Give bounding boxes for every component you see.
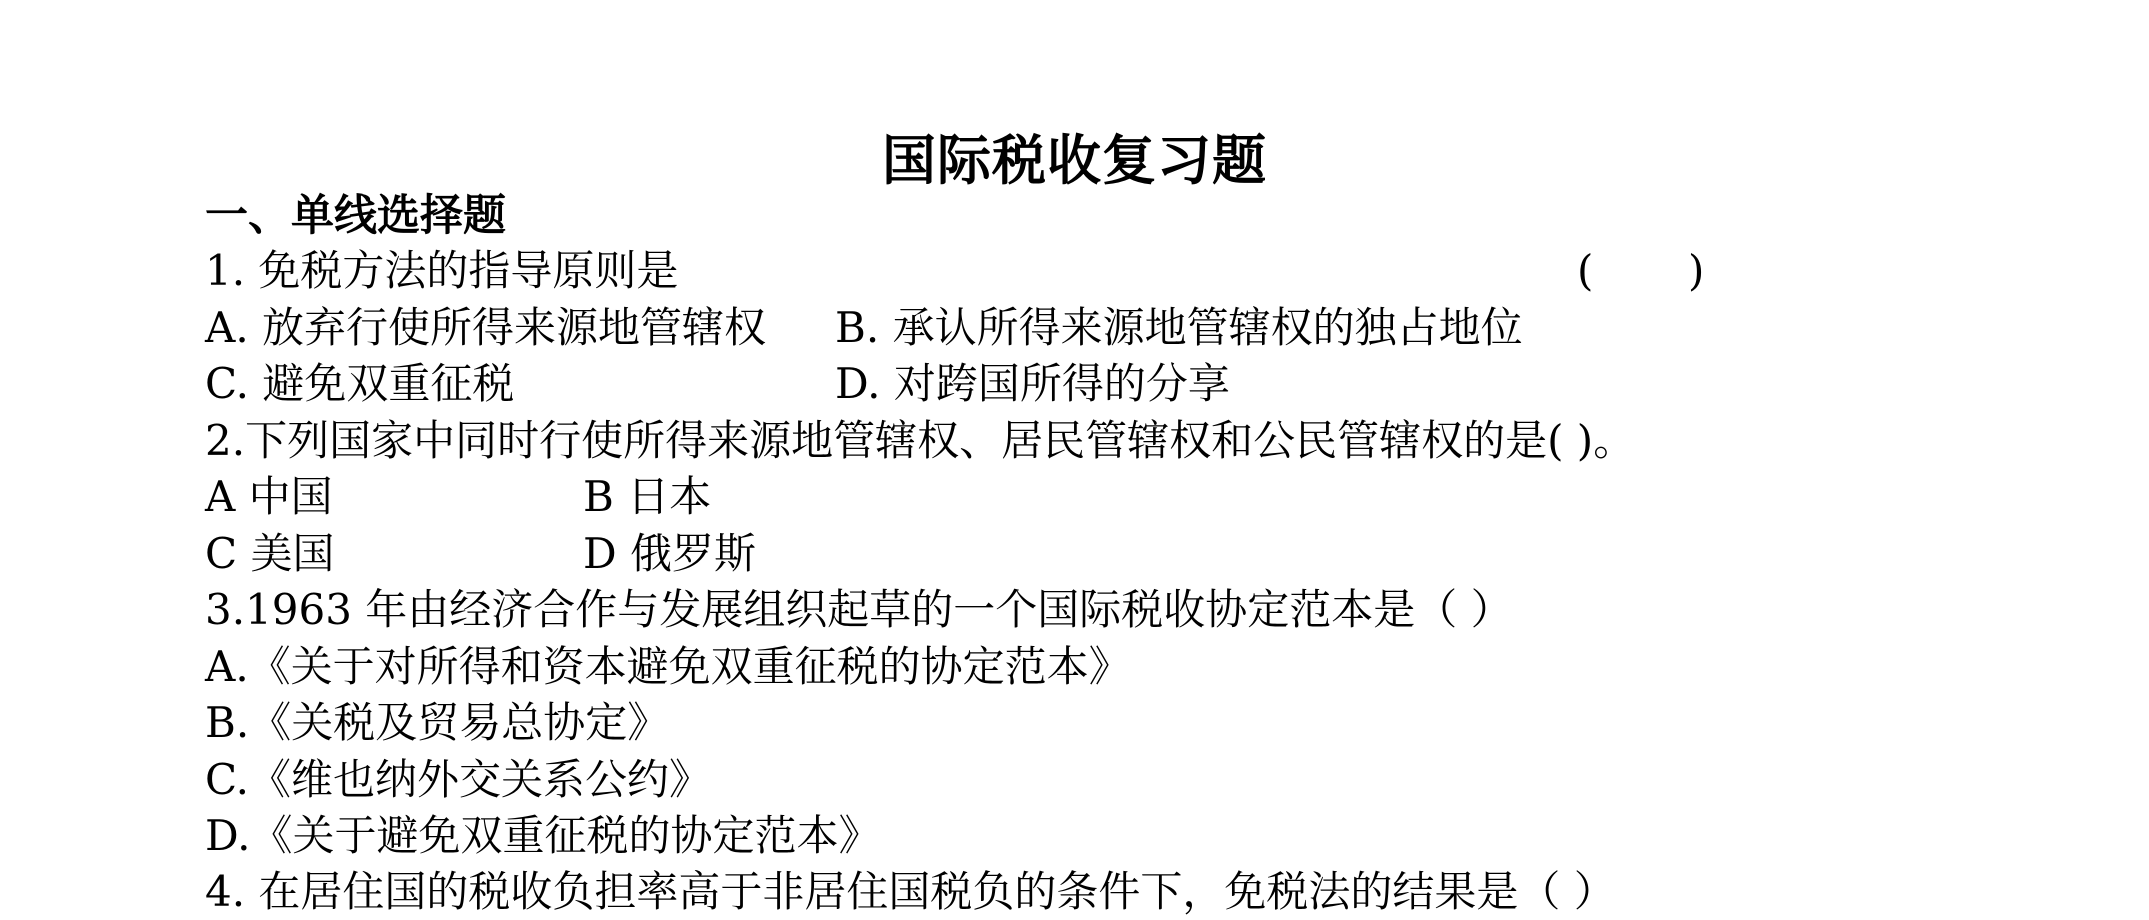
q3-option-d: D.《关于避免双重征税的协定范本》 (205, 811, 881, 860)
q1-stem: 1. 免税方法的指导原则是 (205, 246, 679, 295)
q3-stem: 3.1963 年由经济合作与发展组织起草的一个国际税收协定范本是（ ） (205, 585, 1513, 634)
q3-option-a: A.《关于对所得和资本避免双重征税的协定范本》 (205, 642, 1131, 691)
document-title: 国际税收复习题 (882, 128, 1267, 192)
q1-answer-blank-close: ) (1688, 246, 1705, 295)
q2-option-a: A 中国 (205, 472, 333, 521)
q2-stem: 2.下列国家中同时行使所得来源地管辖权、居民管辖权和公民管辖权的是( )。 (205, 416, 1636, 465)
q1-answer-blank-open: ( (1577, 246, 1594, 295)
q2-option-c: C 美国 (205, 529, 335, 578)
q1-option-c: C. 避免双重征税 (205, 359, 515, 408)
q1-option-a: A. 放弃行使所得来源地管辖权 (205, 303, 767, 352)
q3-option-b: B.《关税及贸易总协定》 (205, 698, 670, 747)
q2-option-b: B 日本 (583, 472, 712, 521)
q1-option-d: D. 对跨国所得的分享 (835, 359, 1230, 408)
q4-stem: 4. 在居住国的税收负担率高于非居住国税负的条件下，免税法的结果是（ ） (205, 867, 1616, 916)
q1-option-b: B. 承认所得来源地管辖权的独占地位 (835, 303, 1523, 352)
section-heading: 一、单线选择题 (205, 191, 506, 241)
q3-option-c: C.《维也纳外交关系公约》 (205, 755, 711, 804)
q2-option-d: D 俄罗斯 (583, 529, 757, 578)
